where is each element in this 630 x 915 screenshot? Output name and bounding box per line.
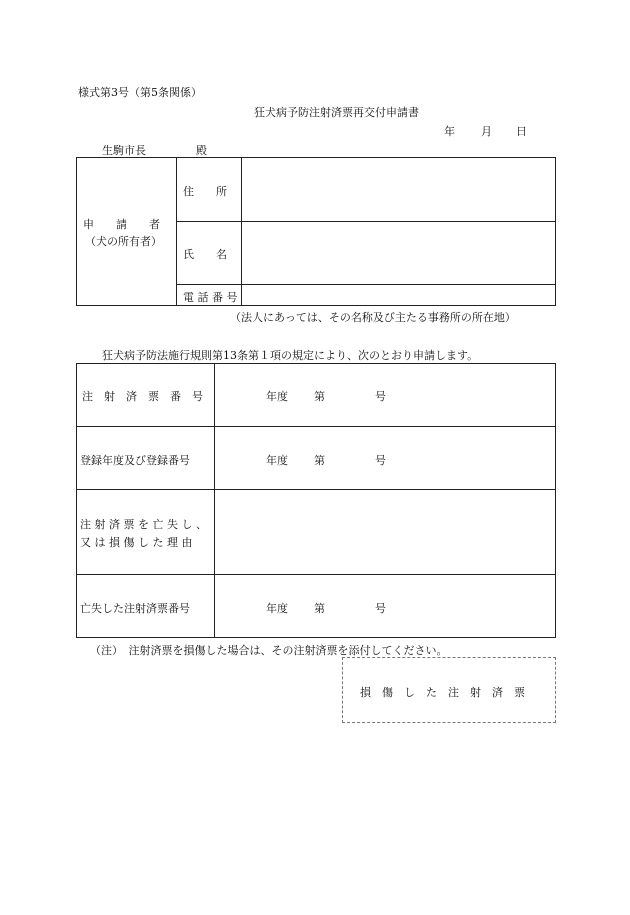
lost-number-year: 年度 bbox=[266, 602, 288, 615]
corporate-note: （法人にあっては、その名称及び主たる事務所の所在地） bbox=[230, 311, 516, 324]
form-number: 様式第3号（第5条関係） bbox=[78, 86, 202, 99]
application-statement: 狂犬病予防法施行規則第13条第１項の規定により、次のとおり申請します。 bbox=[102, 349, 479, 362]
phone-field[interactable] bbox=[244, 287, 552, 303]
date-month-label: 月 bbox=[481, 125, 492, 138]
lost-number-dai: 第 bbox=[314, 602, 325, 615]
applicant-owner-label: （犬の所有者） bbox=[85, 235, 162, 248]
registration-year: 年度 bbox=[266, 454, 288, 467]
address-field[interactable] bbox=[244, 162, 552, 218]
registration-go: 号 bbox=[375, 454, 386, 467]
phone-label: 電 話 番 号 bbox=[183, 291, 238, 304]
addressee-name: 生駒市長 bbox=[102, 144, 146, 157]
reason-label: 注 射 済 票 を 亡 失 し 、 bbox=[80, 518, 207, 531]
address-label: 住 所 bbox=[183, 185, 227, 198]
date-year-label: 年 bbox=[444, 125, 455, 138]
tag-number-label: 注 射 済 票 番 号 bbox=[82, 390, 203, 403]
lost-number-label: 亡失した注射済票番号 bbox=[80, 602, 190, 615]
tag-number-go: 号 bbox=[375, 390, 386, 403]
name-label: 氏 名 bbox=[183, 248, 227, 261]
addressee-honorific: 殿 bbox=[196, 144, 207, 157]
document-title: 狂犬病予防注射済票再交付申請書 bbox=[254, 106, 419, 119]
applicant-label: 申 請 者 bbox=[83, 218, 160, 231]
registration-label: 登録年度及び登録番号 bbox=[80, 454, 190, 467]
tag-number-year: 年度 bbox=[266, 390, 288, 403]
registration-dai: 第 bbox=[314, 454, 325, 467]
name-field[interactable] bbox=[244, 226, 552, 280]
reason-field[interactable] bbox=[220, 494, 550, 568]
date-day-label: 日 bbox=[516, 125, 527, 138]
attachment-box-label: 損 傷 し た 注 射 済 票 bbox=[360, 686, 525, 699]
reason-label-line2: 又 は 損 傷 し た 理 由 bbox=[80, 536, 193, 549]
lost-number-go: 号 bbox=[375, 602, 386, 615]
attachment-note: （注） 注射済票を損傷した場合は、その注射済票を添付してください。 bbox=[90, 644, 448, 657]
tag-number-dai: 第 bbox=[314, 390, 325, 403]
